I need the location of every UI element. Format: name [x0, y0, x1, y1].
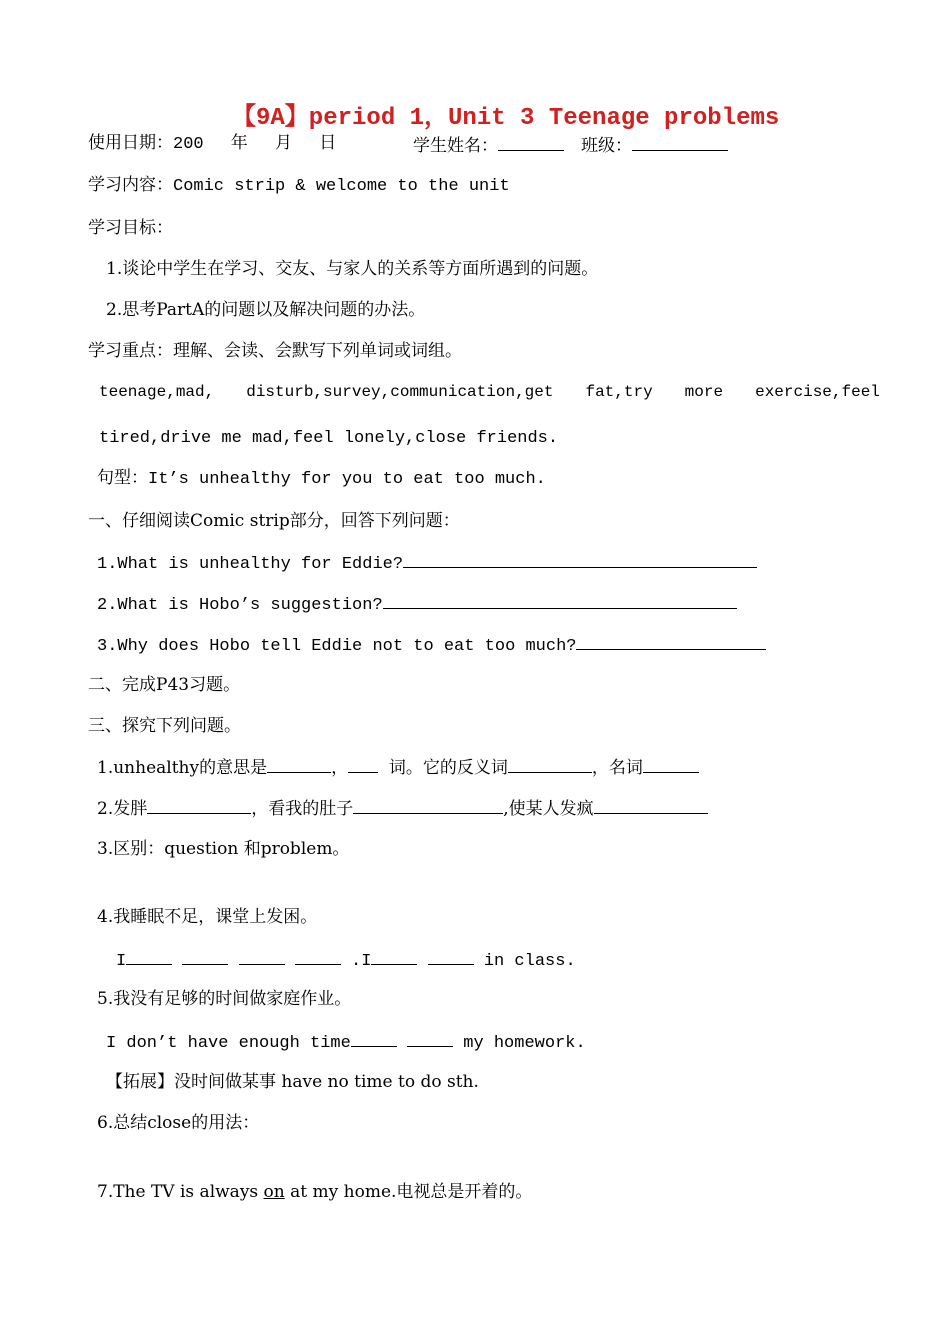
- q7-text: 7.The TV is always: [97, 1182, 264, 1202]
- q5-row: [106, 1030, 586, 1055]
- name-row: [413, 134, 728, 157]
- question-text: 1.What is unhealthy for Eddie?: [97, 555, 404, 574]
- q1-comma: ，: [331, 758, 349, 778]
- answer-blank[interactable]: [371, 948, 417, 965]
- q2-row: [97, 797, 708, 820]
- answer-blank[interactable]: [147, 797, 251, 814]
- question-text: 3.Why does Hobo tell Eddie not to eat too much?: [97, 637, 577, 656]
- q2-text: 2.发胖: [97, 799, 148, 819]
- underlined-word: on: [263, 1182, 285, 1202]
- sentence-pattern: 句型：It’s unhealthy for you to eat too much.: [97, 470, 546, 489]
- answer-blank[interactable]: [594, 797, 708, 814]
- answer-blank[interactable]: [239, 948, 285, 965]
- answer-blank[interactable]: [403, 551, 757, 568]
- answer-blank[interactable]: [643, 756, 699, 773]
- q3-text: 3.区别：question 和problem。: [97, 839, 350, 859]
- answer-blank[interactable]: [576, 633, 766, 650]
- q6-text: 6.总结close的用法：: [97, 1113, 260, 1133]
- q4-row: [116, 948, 576, 973]
- answer-blank[interactable]: [295, 948, 341, 965]
- key-points-heading: 学习重点：理解、会读、会默写下列单词或词组。: [88, 341, 462, 361]
- answer-blank[interactable]: [126, 948, 172, 965]
- section2-heading: 二、完成P43习题。: [88, 675, 241, 695]
- q5-text: I don’t have enough time: [106, 1034, 351, 1053]
- answer-blank[interactable]: [182, 948, 228, 965]
- vocab-line-2: tired,drive me mad,feel lonely,close friends.: [99, 429, 559, 448]
- name-label: 学生姓名：: [413, 136, 498, 156]
- q1-text: ，名词: [591, 758, 643, 778]
- name-blank[interactable]: [498, 134, 564, 151]
- page-title: 【9A】period 1，Unit 3 Teenage problems: [232, 105, 780, 132]
- answer-blank[interactable]: [428, 948, 474, 965]
- q1-text: 1.unhealthy的意思是: [97, 758, 268, 778]
- answer-blank[interactable]: [351, 1030, 397, 1047]
- q4-text: I: [116, 952, 127, 971]
- question-row: [97, 633, 766, 658]
- class-label: 班级：: [581, 136, 632, 156]
- question-row: [97, 551, 757, 576]
- section1-heading: 一、仔细阅读Comic strip部分，回答下列问题：: [88, 511, 460, 531]
- q5-chinese: 5.我没有足够的时间做家庭作业。: [97, 989, 352, 1009]
- q5-text: my homework.: [463, 1034, 586, 1053]
- content-line: 学习内容：Comic strip & welcome to the unit: [88, 177, 510, 196]
- class-blank[interactable]: [632, 134, 728, 151]
- goals-heading: 学习目标：: [88, 218, 173, 238]
- q7-row: [97, 1181, 532, 1203]
- section3-heading: 三、探究下列问题。: [88, 716, 241, 736]
- goal-item: 2.思考PartA的问题以及解决问题的办法。: [106, 300, 426, 320]
- answer-blank[interactable]: [508, 756, 592, 773]
- answer-blank[interactable]: [353, 797, 503, 814]
- answer-blank[interactable]: [267, 756, 331, 773]
- q4-text: in class.: [483, 952, 576, 971]
- vocab-line-1: teenage,mad, disturb,survey,communication,get fat,try more exercise,feel: [99, 383, 880, 401]
- q2-text: ，看我的肚子: [251, 799, 354, 819]
- question-row: [97, 592, 737, 617]
- extension-note: 【拓展】没时间做某事 have no time to do sth.: [106, 1072, 479, 1092]
- question-text: 2.What is Hobo’s suggestion?: [97, 596, 383, 615]
- q1-row: [97, 756, 699, 779]
- date-label: 使用日期：200 年 月 日: [88, 135, 337, 154]
- q7-text: at my home.电视总是开着的。: [284, 1182, 533, 1202]
- answer-blank[interactable]: [348, 756, 378, 773]
- answer-blank[interactable]: [383, 592, 737, 609]
- q4-chinese: 4.我睡眠不足，课堂上发困。: [97, 907, 318, 927]
- q2-text: ,使某人发疯: [503, 799, 594, 819]
- q1-text: 词。它的反义词: [388, 758, 508, 778]
- answer-blank[interactable]: [407, 1030, 453, 1047]
- q4-text: .I: [351, 952, 372, 971]
- goal-item: 1.谈论中学生在学习、交友、与家人的关系等方面所遇到的问题。: [106, 259, 599, 279]
